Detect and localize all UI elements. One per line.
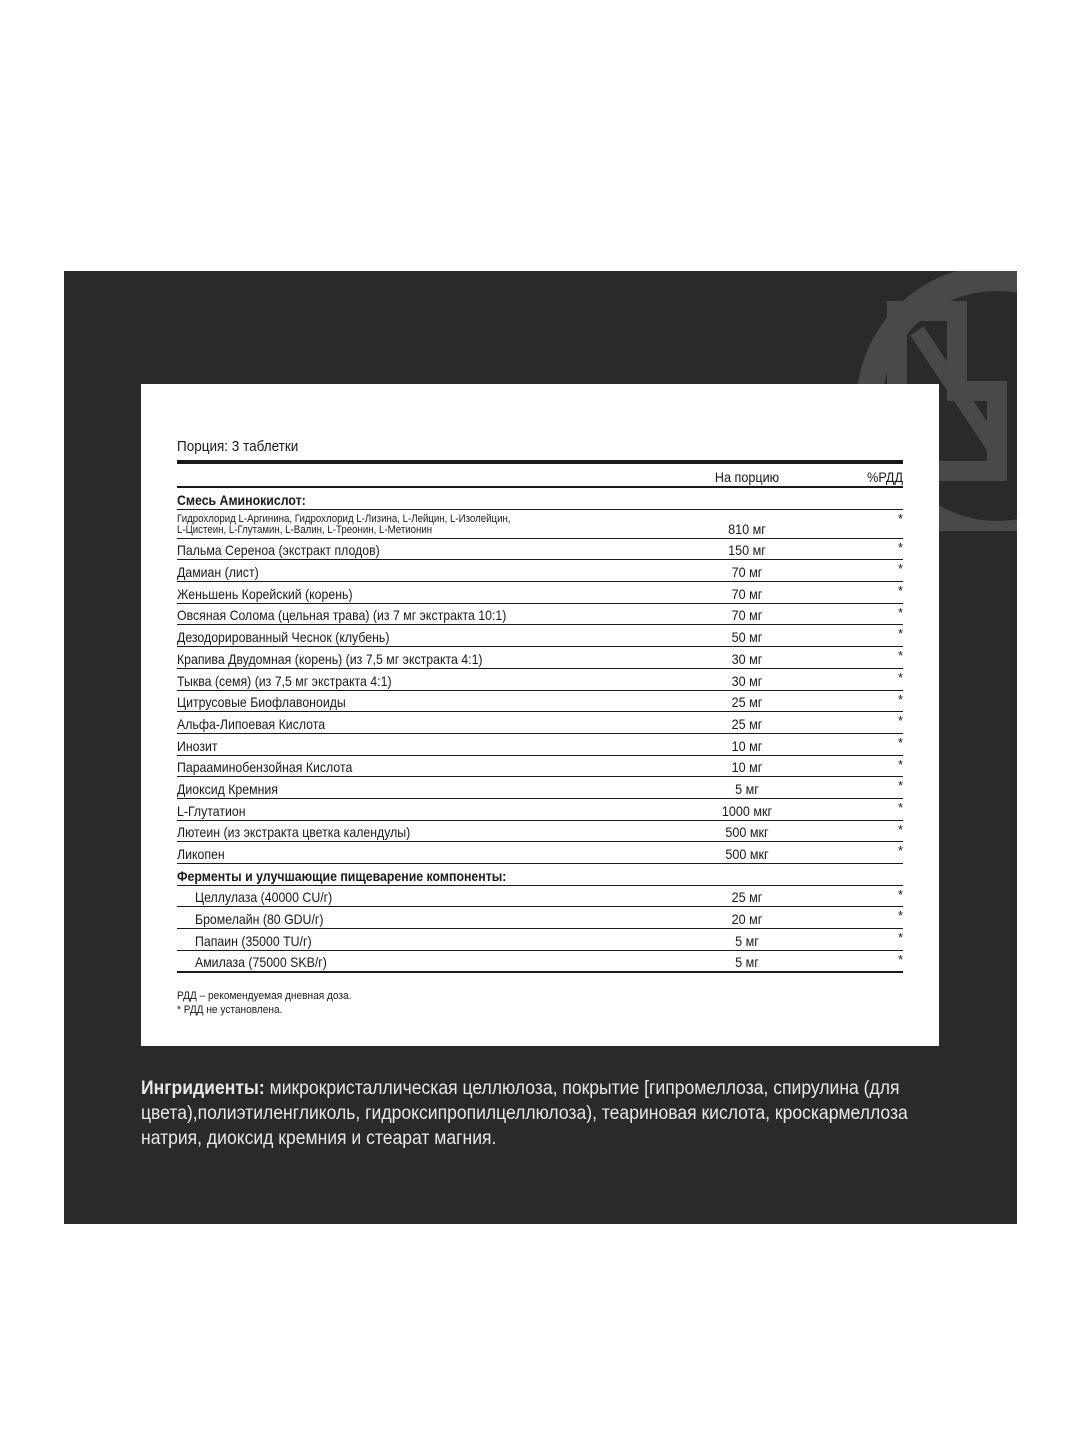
row-amount: 20 мг [731, 911, 763, 928]
row-name: Женьшень Корейский (корень) [177, 585, 353, 602]
section-label: Ферменты и улучшающие пищеварение компоненты: [177, 867, 507, 884]
row-name: Альфа-Липоевая Кислота [177, 715, 326, 732]
row-amount: 500 мкг [725, 824, 769, 841]
row-dv: * [897, 843, 903, 859]
table-row [177, 756, 903, 778]
row-name: Лютеин (из экстракта цветка календулы) [177, 824, 411, 841]
row-name: Амилаза (75000 SKB/г) [195, 954, 327, 971]
row-dv: * [897, 908, 903, 924]
row-name: Дезодорированный Чеснок (клубень) [177, 629, 390, 646]
table-row [177, 582, 903, 604]
table-row [177, 539, 903, 561]
table-row [177, 691, 903, 713]
row-dv: * [897, 648, 903, 664]
row-name: Инозит [177, 737, 218, 754]
row-dv: * [897, 756, 903, 772]
row-amount: 25 мг [731, 694, 763, 711]
row-name: Парааминобензойная Кислота [177, 759, 353, 776]
row-dv: * [897, 510, 903, 526]
table-header-row [177, 464, 903, 488]
row-dv: * [897, 669, 903, 685]
dark-background-panel [64, 271, 1017, 1224]
ingredients-list: микрокристаллическая целлюлоза, покрытие [гипромеллоза, спирулина (для цвета),полиэтиленгликоль, гидроксипропилцеллюлоза), теариновая кислота, кроскармеллоза натрия, диоксид кремния и стеарат магния. [141, 1077, 908, 1149]
row-name: Диоксид Кремния [177, 780, 278, 797]
ingredients-text [141, 1076, 971, 1151]
row-amount: 70 мг [731, 607, 763, 624]
table-row [177, 625, 903, 647]
table-row [177, 907, 903, 929]
row-dv: * [897, 539, 903, 555]
table-row [177, 842, 903, 864]
row-amount: 5 мг [735, 932, 759, 949]
row-name: Целлулаза (40000 CU/г) [195, 889, 333, 906]
column-header-amount: На порцию [714, 469, 780, 485]
table-row [177, 777, 903, 799]
row-dv: * [897, 778, 903, 794]
row-amount: 30 мг [731, 672, 763, 689]
table-row [177, 604, 903, 626]
row-amount: 50 мг [731, 629, 763, 646]
table-row [177, 712, 903, 734]
row-name: Папаин (35000 TU/г) [195, 932, 312, 949]
section-header-amino [177, 488, 903, 510]
row-amount: 10 мг [731, 737, 763, 754]
row-dv: * [897, 713, 903, 729]
row-amount: 70 мг [731, 564, 763, 581]
table-row [177, 929, 903, 951]
row-name: Дамиан (лист) [177, 564, 259, 581]
row-name: Ликопен [177, 846, 225, 862]
row-amount: 500 мкг [725, 846, 769, 862]
serving-size: Порция: 3 таблетки [177, 438, 299, 455]
row-dv: * [897, 691, 903, 707]
footnote-rdd: РДД – рекомендуемая дневная доза. [177, 990, 352, 1003]
row-amount: 150 мг [728, 542, 766, 559]
column-header-dv: %РДД [867, 469, 903, 485]
row-dv: * [897, 604, 903, 620]
supplement-facts-card [141, 384, 939, 1046]
row-amount: 810 мг [728, 520, 766, 537]
row-amount: 25 мг [731, 715, 763, 732]
table-row [177, 647, 903, 669]
row-dv: * [897, 626, 903, 642]
footnotes [177, 989, 845, 1017]
table-row [177, 951, 903, 974]
row-amount: 5 мг [735, 780, 759, 797]
row-name: Тыква (семя) (из 7,5 мг экстракта 4:1) [177, 672, 392, 689]
table-row [177, 799, 903, 821]
row-name: Крапива Двудомная (корень) (из 7,5 мг экстракта 4:1) [177, 650, 483, 667]
table-row [177, 560, 903, 582]
row-dv: * [897, 561, 903, 577]
row-name: L-Глутатион [177, 802, 246, 819]
row-name: Овсяная Солома (цельная трава) (из 7 мг экстракта 10:1) [177, 607, 507, 624]
row-amount: 30 мг [731, 650, 763, 667]
row-dv: * [897, 930, 903, 946]
supplement-facts-table [177, 436, 903, 1017]
footnote-not-established: * РДД не установлена. [177, 1004, 283, 1017]
row-amount: 25 мг [731, 889, 763, 906]
row-amount: 10 мг [731, 759, 763, 776]
table-row [177, 886, 903, 908]
table-row [177, 821, 903, 843]
table-row [177, 669, 903, 691]
row-name: Пальма Сереноа (экстракт плодов) [177, 542, 380, 559]
row-name: Бромелайн (80 GDU/г) [195, 911, 324, 928]
row-dv: * [897, 886, 903, 902]
row-dv: * [897, 821, 903, 837]
row-dv: * [897, 799, 903, 815]
section-header-enzymes [177, 864, 903, 886]
row-amount: 70 мг [731, 585, 763, 602]
row-dv: * [897, 583, 903, 599]
row-amount: 1000 мкг [721, 802, 773, 819]
row-dv: * [897, 734, 903, 750]
ingredients-label: Ингридиенты: [141, 1077, 265, 1099]
table-row-amino-blend [177, 510, 903, 539]
table-row [177, 734, 903, 756]
row-dv: * [897, 951, 903, 967]
row-name: Гидрохлорид L-Аргинина, Гидрохлорид L-Лизина, L-Лейцин, L-Изолейцин, L-Цистеин, L-Глутамин, L-Валин, L-Треонин, L-Метионин [177, 512, 511, 536]
row-name: Цитрусовые Биофлавоноиды [177, 694, 346, 711]
section-label: Смесь Аминокислот: [177, 491, 306, 508]
row-amount: 5 мг [735, 954, 759, 971]
